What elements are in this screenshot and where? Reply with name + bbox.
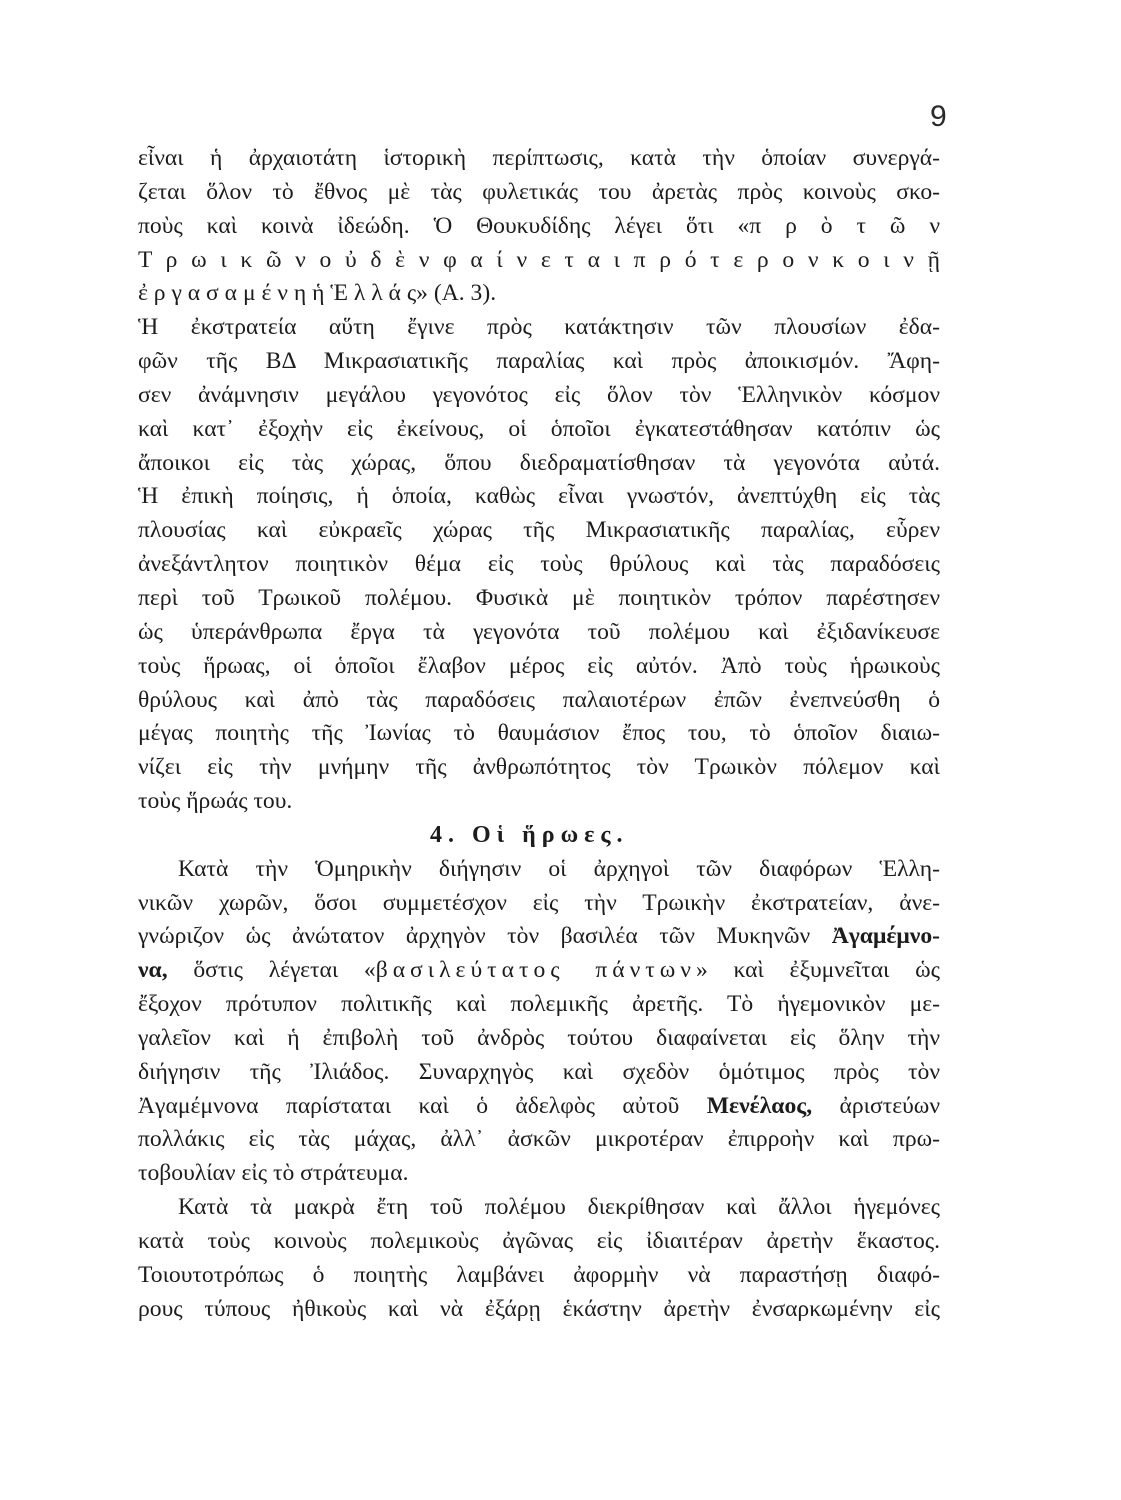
page-number: 9: [930, 100, 947, 133]
text-line: φῶν τῆς ΒΔ Μικρασιατικῆς παραλίας καὶ πρὸς ἀποικισμόν. Ἄφη-: [138, 348, 940, 375]
text-line: περὶ τοῦ Τρωικοῦ πολέμου. Φυσικὰ μὲ ποιητικὸν τρόπον παρέστησεν: [138, 584, 940, 611]
text-line: Κατὰ τὰ μακρὰ ἔτη τοῦ πολέμου διεκρίθησαν καὶ ἄλλοι ἡγεμόνες: [178, 1194, 940, 1221]
text-line: [138, 1090, 940, 1124]
text-line: τοβουλίαν εἰς τὸ στράτευμα.: [138, 1160, 409, 1187]
text-run: ἀριστεύων: [812, 1092, 940, 1119]
text-line: πλουσίας καὶ εὐκραεῖς χώρας τῆς Μικρασιατικῆς παραλίας, εὗρεν: [138, 517, 940, 544]
text-line: Τ ρ ω ι κ ῶ ν ο ὐ δ ὲ ν φ α ί ν ε τ α ι π ρ ό τ ε ρ ο ν κ ο ι ν ῇ: [138, 246, 940, 273]
text-line: τοὺς ἥρωάς του.: [138, 788, 293, 815]
section-heading: 4. Οἱ ἥρωες.: [430, 821, 629, 848]
text-line: ὡς ὑπεράνθρωπα ἔργα τὰ γεγονότα τοῦ πολέμου καὶ ἐξιδανίκευσε: [138, 618, 940, 645]
text-line: Ἡ ἐκστρατεία αὕτη ἔγινε πρὸς κατάκτησιν τῶν πλουσίων ἐδα-: [138, 314, 940, 341]
text-line: ἐ ρ γ α σ α μ έ ν η ἡ Ἑ λ λ ά ς» (Α. 3).: [138, 280, 497, 307]
text-line: μέγας ποιητὴς τῆς Ἰωνίας τὸ θαυμάσιον ἔπος του, τὸ ὁποῖον διαιω-: [138, 720, 940, 747]
text-line: ἄποικοι εἰς τὰς χώρας, ὅπου διεδραματίσθησαν τὰ γεγονότα αὐτά.: [138, 449, 940, 476]
body-text: [138, 142, 940, 1327]
text-run: γνώριζον ὡς ἀνώτατον ἀρχηγὸν τὸν βασιλέα τῶν Μυκηνῶν: [138, 923, 832, 950]
text-line: γαλεῖον καὶ ἡ ἐπιβολὴ τοῦ ἀνδρὸς τούτου διαφαίνεται εἰς ὅλην τὴν: [138, 1024, 940, 1051]
text-line: εἶναι ἡ ἀρχαιοτάτη ἱστορικὴ περίπτωσις, κατὰ τὴν ὁποίαν συνεργά-: [138, 145, 940, 171]
text-line: πολλάκις εἰς τὰς μάχας, ἀλλ᾽ ἀσκῶν μικροτέραν ἐπιρροὴν καὶ πρω-: [138, 1126, 940, 1153]
text-run: ὅστις λέγεται «: [167, 957, 376, 984]
text-line: ποὺς καὶ κοινὰ ἰδεώδη. Ὁ Θουκυδίδης λέγει ὅτι «π ρ ὸ τ ῶ ν: [138, 212, 940, 239]
text-run: » καὶ ἐξυμνεῖται ὡς: [695, 957, 940, 984]
text-line: σεν ἀνάμνησιν μεγάλου γεγονότος εἰς ὅλον τὸν Ἑλληνικὸν κόσμον: [138, 381, 940, 408]
name-agamemnon: Ἀγαμέμνο-: [831, 923, 940, 950]
text-line: ζεται ὅλον τὸ ἔθνος μὲ τὰς φυλετικάς του ἀρετὰς πρὸς κοινοὺς σκο-: [138, 178, 940, 205]
text-line: ἔξοχον πρότυπον πολιτικῆς καὶ πολεμικῆς ἀρετῆς. Τὸ ἡγεμονικὸν με-: [138, 991, 940, 1018]
text-line: νικῶν χωρῶν, ὅσοι συμμετέσχον εἰς τὴν Τρωικὴν ἐκστρατείαν, ἀνε-: [138, 889, 940, 916]
text-line: Ἡ ἐπικὴ ποίησις, ἡ ὁποία, καθὼς εἶναι γνωστόν, ἀνεπτύχθη εἰς τὰς: [138, 483, 940, 510]
text-line: νίζει εἰς τὴν μνήμην τῆς ἀνθρωπότητος τὸν Τρωικὸν πόλεμον καὶ: [138, 754, 940, 781]
text-line: [138, 954, 940, 988]
text-line: θρύλους καὶ ἀπὸ τὰς παραδόσεις παλαιοτέρων ἐπῶν ἐνεπνεύσθη ὁ: [138, 686, 940, 713]
text-line: καὶ κατ᾽ ἐξοχὴν εἰς ἐκείνους, οἱ ὁποῖοι ἐγκατεστάθησαν κατόπιν ὡς: [138, 415, 940, 442]
name-menelaos: Μενέλαος,: [706, 1092, 813, 1119]
text-line: [138, 920, 940, 954]
text-line: Κατὰ τὴν Ὁμηρικὴν διήγησιν οἱ ἀρχηγοὶ τῶν διαφόρων Ἑλλη-: [178, 855, 940, 882]
name-agamemnon-end: να,: [138, 957, 168, 984]
text-line: ἀνεξάντλητον ποιητικὸν θέμα εἰς τοὺς θρύλους καὶ τὰς παραδόσεις: [138, 551, 940, 578]
text-line: κατὰ τοὺς κοινοὺς πολεμικοὺς ἀγῶνας εἰς ἰδιαιτέραν ἀρετὴν ἕκαστος.: [138, 1228, 940, 1254]
text-line: τοὺς ἥρωας, οἱ ὁποῖοι ἔλαβον μέρος εἰς αὐτόν. Ἀπὸ τοὺς ἡρωικοὺς: [138, 652, 940, 679]
text-line: ρους τύπους ἠθικοὺς καὶ νὰ ἐξάρῃ ἑκάστην ἀρετὴν ἐνσαρκωμένην εἰς: [138, 1295, 940, 1322]
text-line: διήγησιν τῆς Ἰλιάδος. Συναρχηγὸς καὶ σχεδὸν ὁμότιμος πρὸς τὸν: [138, 1058, 940, 1085]
text-run: Ἀγαμέμνονα παρίσταται καὶ ὁ ἀδελφὸς αὐτοῦ: [138, 1092, 707, 1119]
text-line: Τοιουτοτρόπως ὁ ποιητὴς λαμβάνει ἀφορμὴν νὰ παραστήσῃ διαφό-: [138, 1261, 940, 1288]
quote-spaced: βασιλεύτατος πάντων: [375, 957, 696, 984]
